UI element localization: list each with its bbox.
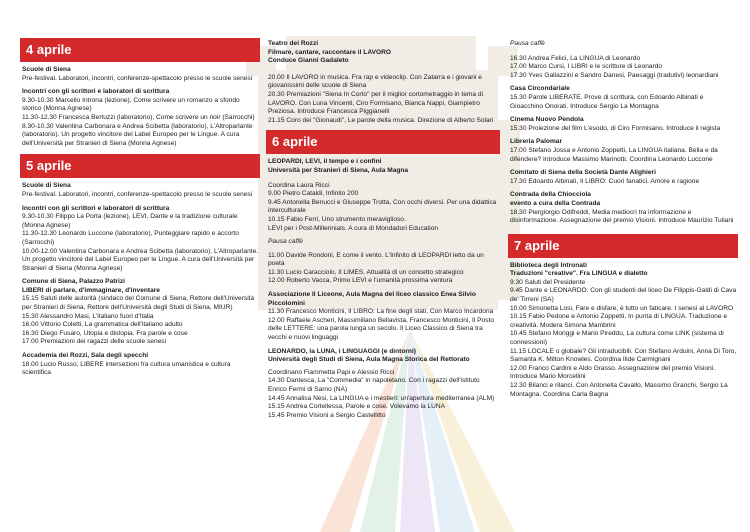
event-line: 14.45 Annalisa Nesi, La LINGUA e i mestieri: un'apertura mediterranea (ALM) [268, 394, 495, 402]
event-line: 15.30 Parole LIBERATE. Prove di scrittura, con Edoardo Albinati e Gioacchino Onorati. Introduce Sergio La Montagna [510, 93, 704, 110]
event-line: 8.30-10.30 Valentina Carbonara e Andrea Scibetta (laboratorio), L'Altroparlante (laboratorio). Un progetto vincitore del Label Europeo per le Lingue. A cura dell'Università per Stranieri di Siena (Monna Agnese) [22, 122, 253, 147]
event-line: 10.45 Stefano Moriggi e Mario Pireddu, La cultura come LINK (sistema di connessioni) [510, 330, 724, 347]
event-block [510, 138, 738, 164]
event-line: 10.15 Fabio Pedone e Antonio Zoppetti, In punta di LINGUA. Traduzione e creatività. Modera Simona Mambrini [510, 313, 728, 329]
event-block [22, 352, 260, 378]
event-block [510, 116, 738, 133]
event-block [510, 85, 738, 111]
event-block [22, 278, 260, 347]
event-block [268, 348, 500, 421]
event-line: 9.30-10.30 Marcello Introna (lezione), Come scrivere un romanzo a sfondo storico (Monna Agnese) [22, 96, 240, 113]
event-subheading: evento a cura della Contrada [510, 199, 601, 207]
event-line: 15.15 Andrea Cortellessa, Parole e cose. Volevamo la LUNA [268, 403, 446, 411]
event-line: 17.30 Edoardo Albinati, Il LIBRO: Cuori fanatici. Amore e ragione [510, 177, 700, 185]
day-banner-6-aprile: 6 aprile [266, 130, 500, 154]
day-banner-7-aprile: 7 aprile [508, 234, 738, 258]
event-block [22, 205, 260, 274]
coffee-break-label: Pausa caffè [510, 40, 545, 47]
event-heading: Scuole di Siena [22, 182, 71, 190]
event-heading: Comitato di Siena della Società Dante Alighieri [510, 169, 656, 177]
event-heading: Scuole di Siena [22, 66, 71, 73]
event-heading: Teatro dei Rozzi [268, 40, 319, 47]
event-line: 17.00 Stefano Jossa e Antonio Zoppetti, La LINGUA italiana. Bella e da difendere? Introduce Massimo Marinotti. Coordina Leonardo Luccone [510, 146, 718, 163]
event-subheading: Filmare, cantare, raccontare il LAVORO [268, 48, 392, 56]
event-subheading: Università per Stranieri di Siena, Aula Magna [268, 166, 409, 174]
event-line: 9.30-10.30 Filippo La Porta (lezione), LEVI, Dante e la tradizione culturale (Monna Agnese) [22, 213, 238, 229]
event-line: Coordinano Fiammetta Papi e Alessio Ricci [268, 368, 395, 376]
event-heading: Incontri con gli scrittori e laboratori di scrittura [22, 204, 170, 212]
event-block [22, 66, 260, 83]
event-subheading: LIBERI di parlare, d'immaginare, d'inventare [22, 286, 160, 294]
event-block [268, 252, 500, 286]
event-line: 9.30 Saluti del Presidente [510, 278, 586, 286]
event-block [22, 88, 260, 148]
event-line: 11.15 LOCALE o globale? Gli intraducibili. Con Stefano Arduini, Anna Di Toro, Samanta K. Milton Knowles. Coordina Ilide Carmignani [510, 347, 737, 364]
event-heading: Accademia dei Rozzi, Sala degli specchi [22, 352, 149, 360]
event-line: 16.30 Diego Fusaro, Utopia e distopia. Fra parole e cose [22, 329, 188, 337]
event-line: 11.30-12.30 Francesca Bertuzzi (laboratorio), Come scrivere un noir (Sarrocchi) [22, 113, 255, 121]
event-text: Pre-festival. Laboratori, incontri, conferenze-spettacolo presso le scuole senesi [22, 190, 253, 198]
event-line: 15.30 Proiezione del film L'esodo, di Ciro Formisano. Introduce il regista [510, 124, 721, 132]
event-heading: Libreria Palomar [510, 138, 563, 146]
event-heading: Biblioteca degli Intronati [510, 261, 587, 269]
event-heading: Casa Circondariale [510, 85, 570, 93]
event-line: 11.30 Francesco Monticini, Il LIBRO: La fine degli stati. Con Marco Incardona [268, 308, 494, 316]
event-line: 18.00 Lucio Russo, LIBERE intersezioni fra cultura umanistica e cultura scientifica [22, 360, 231, 377]
event-line: 12.00 Raffaele Ascheri, Massimiliano Bellavista, Francesco Monticini, Il Posto delle LETTERE: una parola lunga un secolo. Il Liceo Classico di Siena tra vecchi e nuovi linguaggi [268, 316, 494, 342]
event-block [510, 169, 738, 186]
event-line: 16.00 Vittorio Coletti, La grammatica dell'italiano adulto [22, 321, 183, 329]
column-middle [268, 40, 500, 425]
event-line: 15.30 Alessandro Masi, L'italiano fuori d'Italia [22, 312, 154, 320]
event-subheading: Traduzioni "creative". Fra LINGUA e dialetto [510, 270, 648, 278]
event-line: 15.15 Saluti delle autorità (sindaco del Comune di Siena, Rettore dell'Università per Stranieri di Siena, Rettore dell'Università degli Studi di Siena, MIUR) [22, 295, 255, 312]
event-block [510, 262, 738, 400]
event-block [510, 55, 738, 81]
event-subheading: Università degli Studi di Siena, Aula Magna Storica del Rettorato [268, 356, 470, 364]
event-line: 11.30-12.30 Leonardo Luccone (laboratorio), Punteggiare rapido e accorto (Sarrocchi) [22, 230, 239, 246]
event-line: 15.45 Premio Visioni a Sergio Castellitto [268, 411, 386, 419]
coffee-break-label: Pausa caffè [268, 238, 303, 246]
event-heading: Associazione Il Liceone, Aula Magna del liceo classico Enea Silvio Piccolomini [268, 291, 476, 307]
event-heading: LEONARDO, la LUNA, i LINGUAGGI (e dintorni) [268, 347, 416, 355]
event-line: 17.00 Premiazioni dei ragazzi delle scuole senesi [22, 338, 167, 346]
event-line: LEVI per i Post-Millennials. A cura di Mondadori Education [268, 224, 439, 232]
event-block [268, 158, 500, 233]
event-text: Pre-festival. Laboratori, incontri, conferenze-spettacolo presso le scuole senesi [22, 74, 253, 82]
event-line: 20.30 Premiazioni "Siena In Corto" per il miglior cortometraggio in tema di LAVORO. Con Luna Vincenti, Ciro Formisano, Bianca Nappi, Giampietro Preziosa. Introduce Francesca Piggianelli [268, 90, 484, 116]
event-heading: Comune di Siena, Palazzo Patrizi [22, 278, 125, 286]
event-line: 11.00 Davide Rondoni, E come il vento. L'Infinito di LEOPARDI letto da un poeta [268, 251, 484, 268]
event-line: 10.00 Simonetta Losi, Fare e disfare, è tutto un faticare. I senesi al LAVORO [510, 304, 734, 312]
event-line: 16.30 Andrea Felici, La LINGUA di Leonardo [510, 54, 641, 62]
column-right [510, 40, 738, 404]
event-line: 17.00 Marco Cursi, I LIBRI e le scritture di Leonardo [510, 63, 663, 71]
event-line: 10.00-12.00 Valentina Carbonara e Andrea Scibetta (laboratorio), L'Altroparlante. Un progetto vincitore del Label Europeo per le Lingue. A cura dell'Università per Stranieri di Siena (Monna Agnese) [22, 247, 259, 272]
event-line: 9.45 Antonella Benucci e Giuseppe Trotta, Con occhi diversi. Per una didattica interculturale [268, 198, 497, 215]
event-heading: LEOPARDI, LEVI, il tempo e i confini [268, 158, 382, 166]
event-heading: Cinema Nuovo Pendola [510, 116, 584, 124]
event-line: 9.45 Dante e LEONARDO. Con gli studenti del liceo De Filippis-Galdi di Cava de' Tirreni (SA) [510, 287, 737, 304]
event-line: 20.00 Il LAVORO in musica. Fra rap e videoclip. Con Zatarra e i giovani e giovanissimi delle scuole di Siena [268, 73, 482, 90]
event-line: Coordina Laura Ricci [268, 181, 330, 189]
event-subheading: Conduce Gianni Gadaleto [268, 57, 349, 65]
event-line: 14.30 Dantesca, La "Commedia" in napoletano. Con i ragazzi dell'istituto Enrico Fermi di Sarno (NA) [268, 377, 480, 393]
event-line: 10.15 Fabio Ferri, Uno strumento meraviglioso. [268, 215, 406, 223]
event-block [510, 191, 738, 225]
day-banner-5-aprile: 5 aprile [20, 154, 260, 178]
event-heading: Incontri con gli scrittori e laboratori di scrittura [22, 88, 170, 96]
event-line: 12.30 Bilanci e rilanci. Con Antonella Cavallo, Massimo Granchi, Sergio La Montagna. Coordina Carla Bagna [510, 382, 728, 398]
event-line: 17.30 Yves Gallazzini e Sandro Danesi, Paesaggi (tradutivi) leonardiani [510, 71, 719, 79]
day-banner-4-aprile: 4 aprile [20, 38, 260, 62]
event-block [268, 291, 500, 343]
event-line: 21.15 Coro dei "Gionaudi", Le parole della musica. Direzione di Alberto Solari [268, 116, 494, 124]
event-block [268, 40, 500, 125]
event-line: 12.00 Roberto Vacca, Primo LEVI e l'umanità prossima ventura [268, 277, 453, 285]
event-line: 11.30 Lucio Caracciolo, Il LIMES. Attualità di un concetto strategico [268, 268, 464, 276]
event-line: 9.00 Pietro Cataldi, Infinito 200 [268, 190, 359, 198]
event-heading: Contrada della Chiocciola [510, 191, 591, 199]
event-line: 18.30 Piergiorgio Odifreddi, Media mediocri tra informazione e disinformazione. Assegnazione del premio Visioni. Introduce Maurizio Tuliani [510, 208, 734, 225]
event-line: 12.00 Franco Cardini e Aldo Grasso. Assegnazione del premio Visioni. Introduce Mario Morcellini [510, 364, 716, 381]
column-left [22, 38, 260, 383]
event-block [22, 182, 260, 199]
